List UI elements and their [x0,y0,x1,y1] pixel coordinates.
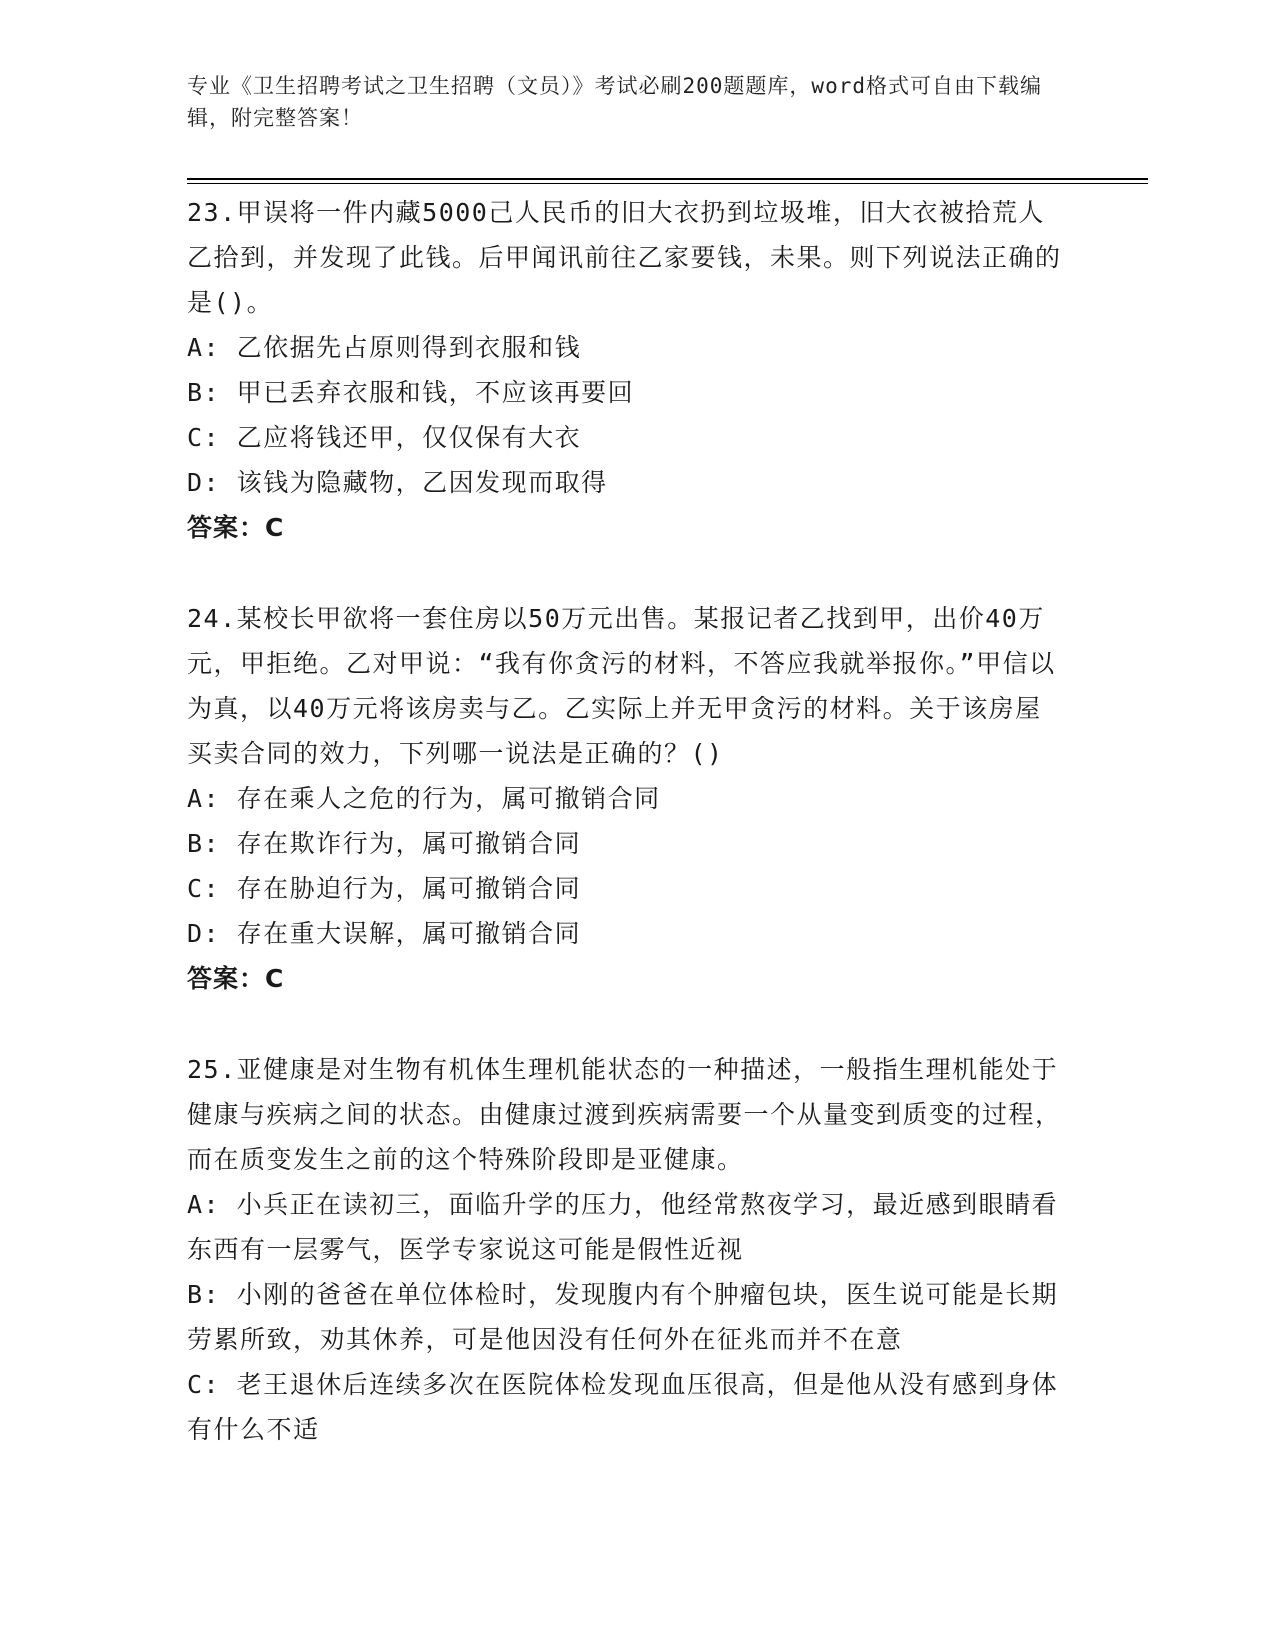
option-a: A: 乙依据先占原则得到衣服和钱 [187,333,582,362]
answer: 答案：C [187,513,285,542]
option-b: B: 小刚的爸爸在单位体检时，发现腹内有个肿瘤包块，医生说可能是长期劳累所致，劝其休养，可是他因没有任何外在征兆而并不在意 [187,1280,1059,1354]
question-stem: 23.甲误将一件内藏5000己人民币的旧大衣扔到垃圾堆，旧大衣被拾荒人乙拾到，并发现了此钱。后甲闻讯前往乙家要钱，未果。则下列说法正确的是()。 [187,198,1062,317]
option-a: A: 存在乘人之危的行为，属可撤销合同 [187,784,661,813]
question-spacer [187,1001,1067,1047]
document-header: 专业《卫生招聘考试之卫生招聘（文员）》考试必刷200题题库，word格式可自由下载编辑，附完整答案！ [187,74,1042,130]
option-b: B: 存在欺诈行为，属可撤销合同 [187,829,582,858]
question-stem: 24.某校长甲欲将一套住房以50万元出售。某报记者乙找到甲，出价40万元，甲拒绝。乙对甲说：“我有你贪污的材料，不答应我就举报你。”甲信以为真，以40万元将该房卖与乙。乙实际上并无甲贪污的材料。关于该房屋买卖合同的效力，下列哪一说法是正确的？() [187,604,1056,768]
option-c: C: 老王退休后连续多次在医院体检发现血压很高，但是他从没有感到身体有什么不适 [187,1370,1059,1444]
option-c: C: 存在胁迫行为，属可撤销合同 [187,874,582,903]
option-d: D: 该钱为隐藏物，乙因发现而取得 [187,468,608,497]
question-24 [187,596,1067,1001]
question-25 [187,1047,1067,1452]
question-list [187,190,1067,1452]
question-23 [187,190,1067,550]
option-c: C: 乙应将钱还甲，仅仅保有大衣 [187,423,582,452]
option-b: B: 甲已丢弃衣服和钱，不应该再要回 [187,378,635,407]
option-d: D: 存在重大误解，属可撤销合同 [187,919,582,948]
question-stem: 25.亚健康是对生物有机体生理机能状态的一种描述，一般指生理机能处于健康与疾病之间的状态。由健康过渡到疾病需要一个从量变到质变的过程，而在质变发生之前的这个特殊阶段即是亚健康。 [187,1055,1062,1174]
option-a: A: 小兵正在读初三，面临升学的压力，他经常熬夜学习，最近感到眼睛看东西有一层雾气，医学专家说这可能是假性近视 [187,1190,1059,1264]
header-rule-thin [187,183,1148,184]
header-rule-thick [187,178,1148,180]
answer: 答案：C [187,964,285,993]
question-spacer [187,550,1067,596]
